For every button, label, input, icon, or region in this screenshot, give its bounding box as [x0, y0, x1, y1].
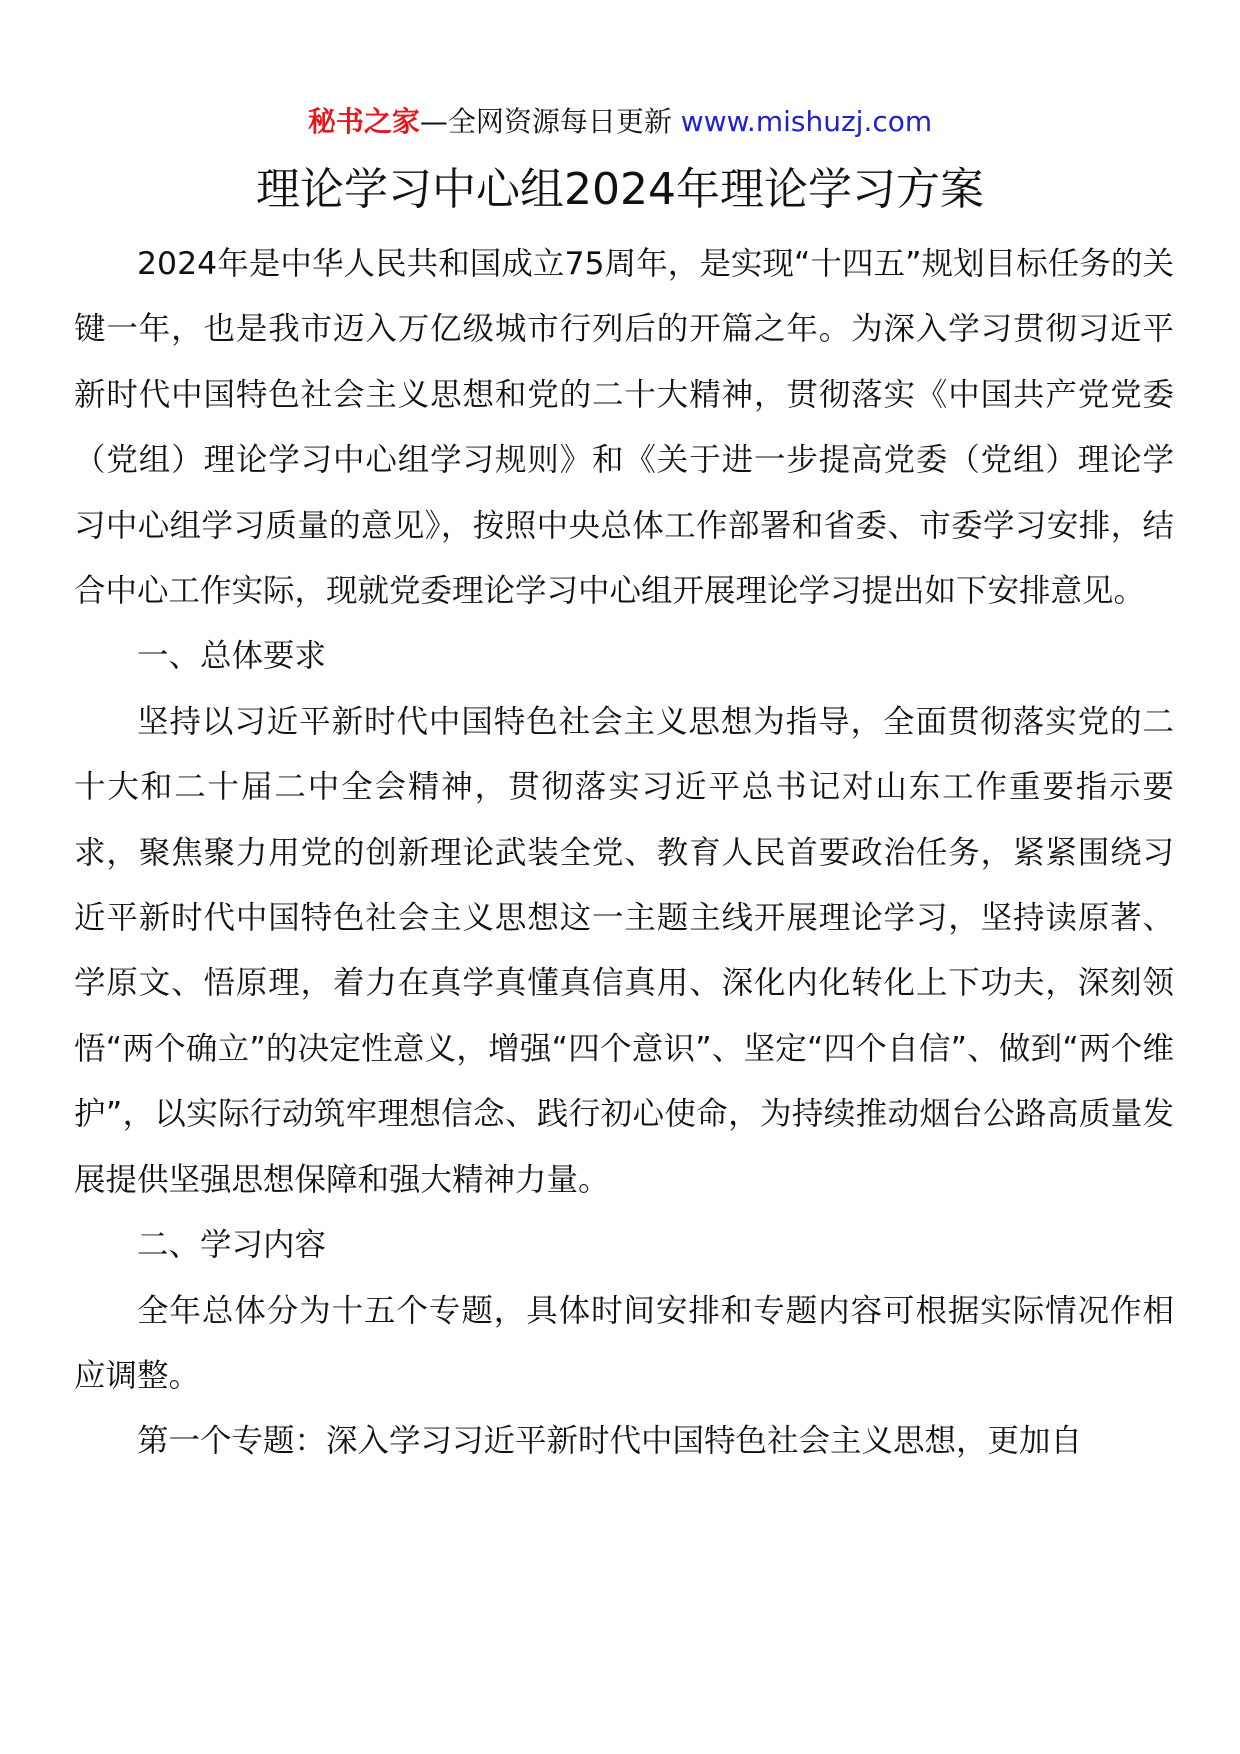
site-tagline: —全网资源每日更新 — [419, 105, 672, 138]
topic-1-paragraph: 第一个专题：深入学习习近平新时代中国特色社会主义思想，更加自 — [137, 1423, 1083, 1460]
site-header — [0, 100, 1240, 144]
document-body — [74, 232, 1174, 1475]
section-2-paragraph: 全年总体分为十五个专题，具体时间安排和专题内容可根据实际情况作相应调整。 — [74, 1292, 1174, 1394]
section-1-paragraph: 坚持以习近平新时代中国特色社会主义思想为指导，全面贯彻落实党的二十大和二十届二中全会精神，贯彻落实习近平总书记对山东工作重要指示要求，聚焦聚力用党的创新理论武装全党、教育人民首要政治任务，紧紧围绕习近平新时代中国特色社会主义思想这一主题主线开展理论学习，坚持读原著、学原文、悟原理，着力在真学真懂真信真用、深化内化转化上下功夫，深刻领悟“两个确立”的决定性意义，增强“四个意识”、坚定“四个自信”、做到“两个维护”，以实际行动筑牢理想信念、践行初心使命，为持续推动烟台公路高质量发展提供坚强思想保障和强大精神力量。 — [74, 703, 1174, 1198]
site-url-link[interactable]: www.mishuzj.com — [680, 105, 933, 138]
document-title: 理论学习中心组2024年理论学习方案 — [256, 164, 984, 215]
section-1-heading: 一、总体要求 — [137, 638, 327, 675]
brand-name: 秘书之家 — [307, 105, 420, 138]
section-2-heading: 二、学习内容 — [137, 1227, 327, 1264]
intro-paragraph: 2024年是中华人民共和国成立75周年，是实现“十四五”规划目标任务的关键一年，也是我市迈入万亿级城市行列后的开篇之年。为深入学习贯彻习近平新时代中国特色社会主义思想和党的二十大精神，贯彻落实《中国共产党党委（党组）理论学习中心组学习规则》和《关于进一步提高党委（党组）理论学习中心组学习质量的意见》，按照中央总体工作部署和省委、市委学习安排，结合中心工作实际，现就党委理论学习中心组开展理论学习提出如下安排意见。 — [74, 246, 1174, 610]
